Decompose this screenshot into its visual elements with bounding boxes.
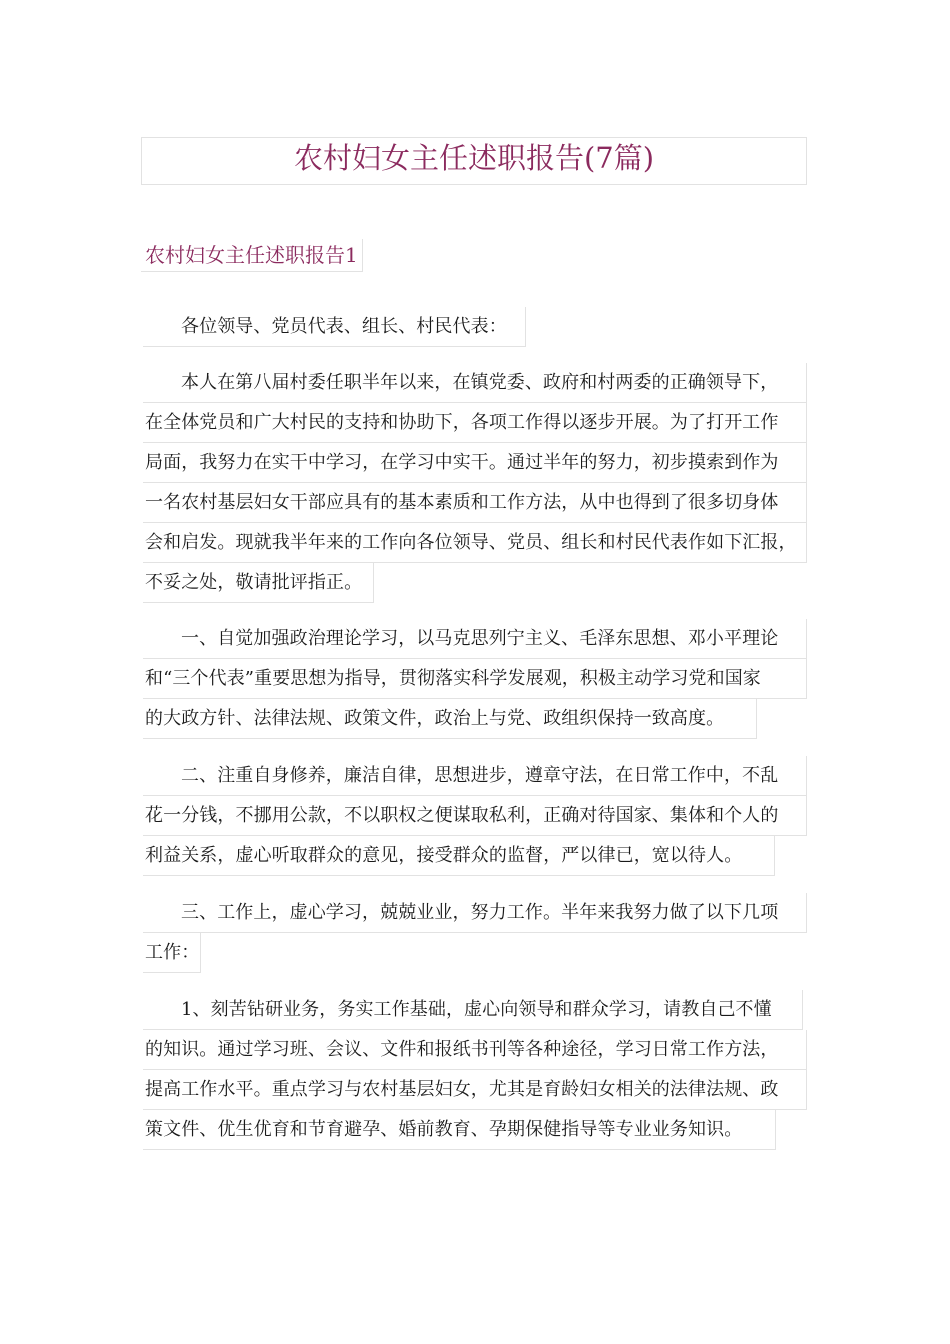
paragraph-salutation (143, 307, 526, 347)
paragraph-point-1 (143, 619, 807, 739)
text-line: 局面，我努力在实干中学习，在学习中实干。通过半年的努力，初步摸索到作为 (143, 443, 807, 483)
text-line: 本人在第八届村委任职半年以来，在镇党委、政府和村两委的正确领导下， (143, 363, 807, 403)
text-line: 提高工作水平。重点学习与农村基层妇女，尤其是育龄妇女相关的法律法规、政 (143, 1070, 807, 1110)
paragraph-intro (143, 363, 807, 603)
text-line: 的大政方针、法律法规、政策文件，政治上与党、政组织保持一致高度。 (143, 699, 757, 739)
text-line: 利益关系，虚心听取群众的意见，接受群众的监督，严以律已，宽以待人。 (143, 836, 775, 876)
text-line: 二、注重自身修养，廉洁自律，思想进步，遵章守法，在日常工作中，不乱 (143, 756, 807, 796)
paragraph-point-3 (143, 893, 807, 973)
text-line: 一名农村基层妇女干部应具有的基本素质和工作方法，从中也得到了很多切身体 (143, 483, 807, 523)
text-line: 策文件、优生优育和节育避孕、婚前教育、孕期保健指导等专业业务知识。 (143, 1110, 776, 1150)
text-line: 在全体党员和广大村民的支持和协助下，各项工作得以逐步开展。为了打开工作 (143, 403, 807, 443)
document-title: 农村妇女主任述职报告(7篇) (141, 137, 807, 185)
paragraph-point-2 (143, 756, 807, 876)
section-title: 农村妇女主任述职报告1 (141, 239, 363, 272)
text-line: 不妥之处，敬请批评指正。 (143, 563, 374, 603)
text-line: 花一分钱，不挪用公款，不以职权之便谋取私利，正确对待国家、集体和个人的 (143, 796, 807, 836)
text-line: 三、工作上，虚心学习，兢兢业业，努力工作。半年来我努力做了以下几项 (143, 893, 807, 933)
text-line: 一、自觉加强政治理论学习，以马克思列宁主义、毛泽东思想、邓小平理论 (143, 619, 807, 659)
text-line: 和“三个代表”重要思想为指导，贯彻落实科学发展观，积极主动学习党和国家 (143, 659, 807, 699)
text-line: 会和启发。现就我半年来的工作向各位领导、党员、组长和村民代表作如下汇报， (143, 523, 807, 563)
text-line: 各位领导、党员代表、组长、村民代表： (143, 307, 526, 347)
text-line: 工作： (143, 933, 201, 973)
text-line: 1、刻苦钻研业务，务实工作基础，虚心向领导和群众学习，请教自己不懂 (143, 990, 803, 1030)
text-line: 的知识。通过学习班、会议、文件和报纸书刊等各种途径，学习日常工作方法， (143, 1030, 807, 1070)
paragraph-item-1 (143, 990, 807, 1150)
